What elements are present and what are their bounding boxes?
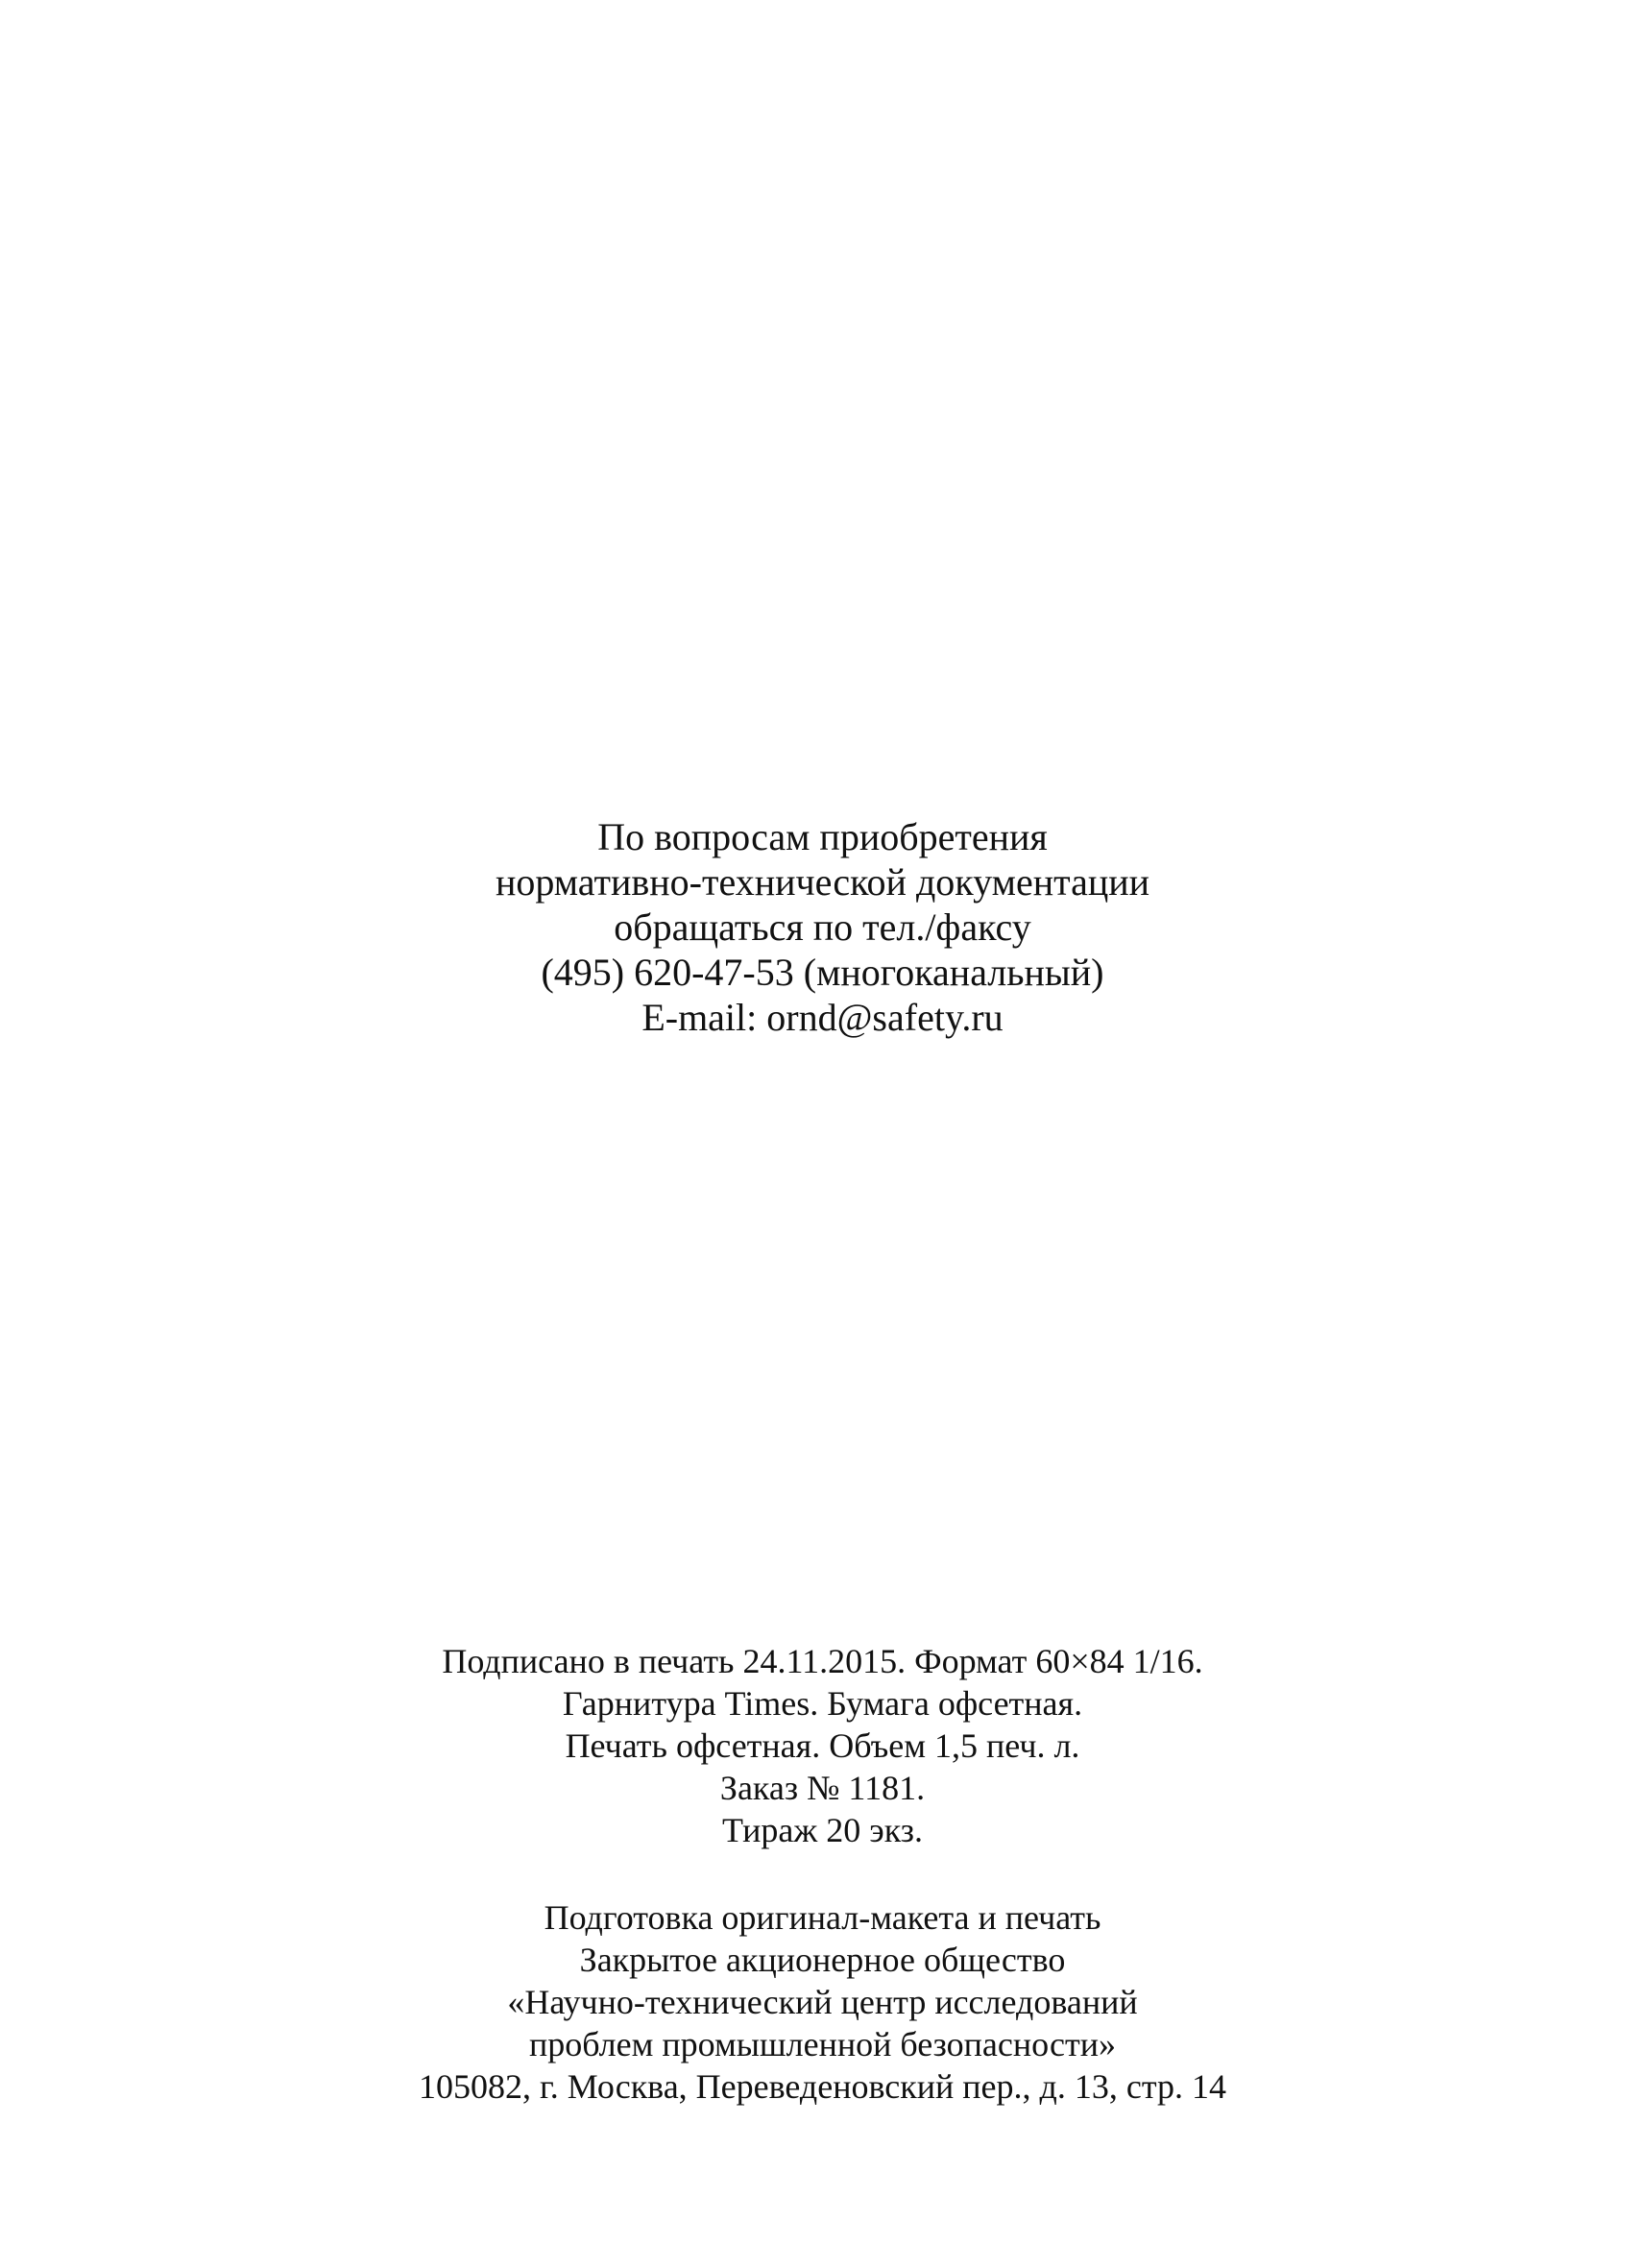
printer-line-company-name-2: проблем промышленной безопасности» [528, 2025, 1117, 2063]
contacts-line-contact: обращаться по тел./факсу [614, 905, 1031, 949]
contacts-block [0, 814, 1645, 1040]
imprint-block [0, 1640, 1645, 1851]
imprint-signed-format: Подписано в печать 24.11.2015. Формат 60×84 1/16. [442, 1642, 1203, 1680]
contacts-line-documentation: нормативно-технической документации [495, 860, 1150, 904]
imprint-print-volume: Печать офсетная. Объем 1,5 печ. л. [565, 1726, 1080, 1765]
imprint-typeface-paper: Гарнитура Times. Бумага офсетная. [562, 1684, 1083, 1723]
contacts-phone: (495) 620-47-53 (многоканальный) [541, 951, 1104, 994]
imprint-order-number: Заказ № 1181. [719, 1769, 926, 1807]
printer-address: 105082, г. Москва, Переведеновский пер., д. 13, стр. 14 [419, 2067, 1226, 2106]
printer-block [0, 1896, 1645, 2108]
contacts-email: E-mail: ornd@safety.ru [641, 996, 1004, 1039]
printer-line-company-name-1: «Научно-технический центр исследований [507, 1983, 1138, 2021]
printer-line-prepress: Подготовка оригинал-макета и печать [544, 1898, 1101, 1937]
printer-line-company-type: Закрытое акционерное общество [579, 1941, 1066, 1979]
imprint-print-run: Тираж 20 экз. [722, 1811, 923, 1849]
contacts-line-purchase: По вопросам приобретения [597, 815, 1048, 858]
